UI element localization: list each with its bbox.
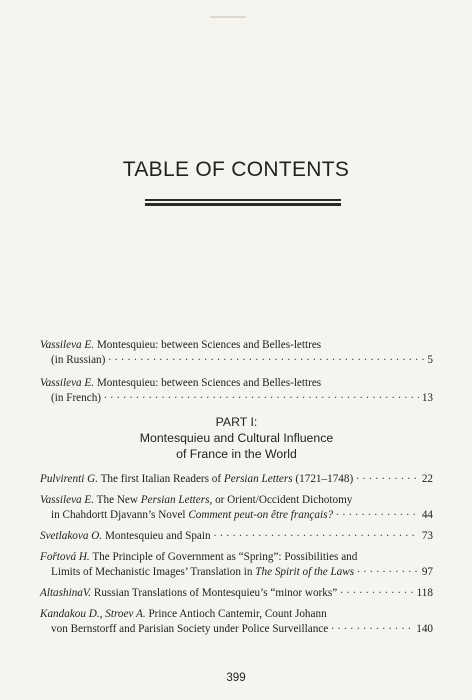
entry-title-tail: (1721–1748) (292, 473, 354, 485)
part-title-line1: Montesquieu and Cultural Influence (139, 431, 334, 445)
toc-entry[interactable] (40, 607, 433, 637)
part-title-line2: of France in the World (176, 447, 297, 461)
entry-author: Vassileva E. (40, 339, 95, 351)
toc-entries (40, 338, 433, 643)
entry-title-tail: , or Orient/Occident Dichotomy (209, 494, 353, 506)
entry-title-italic: Persian Letters (140, 494, 210, 506)
entry-title: Montesquieu: between Sciences and Belles-lettres (94, 377, 322, 389)
part-heading (40, 414, 433, 462)
dot-leader (340, 586, 413, 596)
toc-entry[interactable] (40, 493, 433, 523)
entry-title-cont: (in French) (51, 392, 102, 404)
page-number: 399 (226, 672, 246, 684)
entry-title: The first Italian Readers of (98, 473, 224, 485)
entry-title: The Principle of Government as “Spring”: Possibilities and (89, 551, 358, 563)
faint-mark (210, 16, 246, 18)
entry-page: 22 (421, 473, 433, 485)
entry-title: The New (94, 494, 141, 506)
toc-entry[interactable] (40, 586, 433, 601)
entry-author: Svetlakova O. (40, 530, 103, 542)
entry-title-italic: Persian Letters (223, 473, 293, 485)
entry-title-cont: Limits of Mechanistic Images’ Translation in (51, 566, 256, 578)
dot-leader (356, 472, 419, 482)
heading-rule-thin (145, 199, 341, 201)
toc-entry[interactable] (40, 338, 433, 368)
toc-entry[interactable] (40, 376, 433, 406)
dot-leader (331, 622, 413, 632)
entry-title: Prince Antioch Cantemir, Count Johann (145, 608, 327, 620)
entry-page: 97 (421, 566, 433, 578)
dot-leader (108, 353, 424, 363)
part-label: PART I: (215, 415, 258, 429)
entry-title-cont-italic: Comment peut-on être français? (188, 509, 334, 521)
entry-page: 44 (421, 509, 433, 521)
entry-author: Pulvirenti G. (40, 473, 98, 485)
entry-page: 118 (416, 587, 433, 599)
entry-title: Russian Translations of Montesquieu’s “minor works” (91, 587, 338, 599)
toc-entry[interactable] (40, 550, 433, 580)
entry-page: 13 (421, 392, 433, 404)
toc-heading: TABLE OF CONTENTS (122, 158, 350, 181)
entry-page: 73 (421, 530, 433, 542)
dot-leader (357, 565, 419, 575)
dot-leader (336, 508, 419, 518)
toc-entry[interactable] (40, 472, 433, 487)
entry-author: Vassileva E. (40, 494, 95, 506)
entry-title: Montesquieu: between Sciences and Belles-lettres (94, 339, 322, 351)
entry-page: 140 (416, 623, 433, 635)
entry-title-cont: (in Russian) (51, 354, 106, 366)
heading-rule-thick (145, 203, 341, 206)
entry-author: Vassileva E. (40, 377, 95, 389)
entry-page: 5 (427, 354, 433, 366)
toc-entry[interactable] (40, 529, 433, 544)
entry-title-cont-italic: The Spirit of the Laws (255, 566, 355, 578)
entry-title-cont: in Chahdortt Djavann’s Novel (51, 509, 189, 521)
entry-author: Kandakou D., Stroev A. (40, 608, 146, 620)
dot-leader (104, 391, 419, 401)
entry-author: AltashinaV. (40, 587, 92, 599)
entry-title: Montesquieu and Spain (102, 530, 211, 542)
entry-title-cont: von Bernstorff and Parisian Society under Police Surveillance (51, 623, 329, 635)
dot-leader (214, 529, 419, 539)
entry-author: Fořtová H. (40, 551, 90, 563)
